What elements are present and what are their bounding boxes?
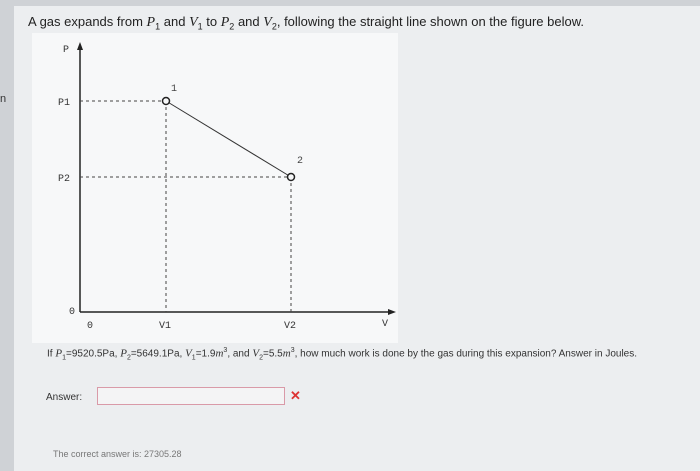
- y-tick-label: P1: [58, 98, 71, 109]
- y-axis-label: P: [63, 45, 70, 56]
- answer-label: Answer:: [46, 392, 83, 403]
- state-point-label: 2: [297, 156, 304, 167]
- state-point-marker: [288, 174, 295, 181]
- x-tick-label: 0: [87, 321, 94, 332]
- problem-statement: If $P_1=9520.5Pa$, $P_2=5649.1Pa$, $V_1=1.9m^3$, and $V_2=5.5m^3$, how much work is done by the gas during this expansion? Answer in Joules.: [47, 347, 638, 362]
- answer-input[interactable]: [97, 387, 285, 405]
- side-nav-fragment: n: [0, 93, 7, 105]
- figure-background: [32, 33, 398, 343]
- x-tick-label: V1: [159, 321, 172, 332]
- y-tick-label: 0: [69, 307, 76, 318]
- x-axis-label: V: [382, 319, 389, 330]
- state-point-label: 1: [171, 84, 178, 95]
- state-point-marker: [163, 98, 170, 105]
- y-tick-label: P2: [58, 174, 71, 185]
- correct-answer-feedback: The correct answer is: 27305.28: [53, 449, 182, 459]
- incorrect-icon: ✕: [290, 388, 301, 403]
- x-tick-label: V2: [284, 321, 297, 332]
- question-text: A gas expands from $P_1$ and $V_1$ to $P_2$ and $V_2$, following the straight line shown on the figure below.: [28, 14, 584, 32]
